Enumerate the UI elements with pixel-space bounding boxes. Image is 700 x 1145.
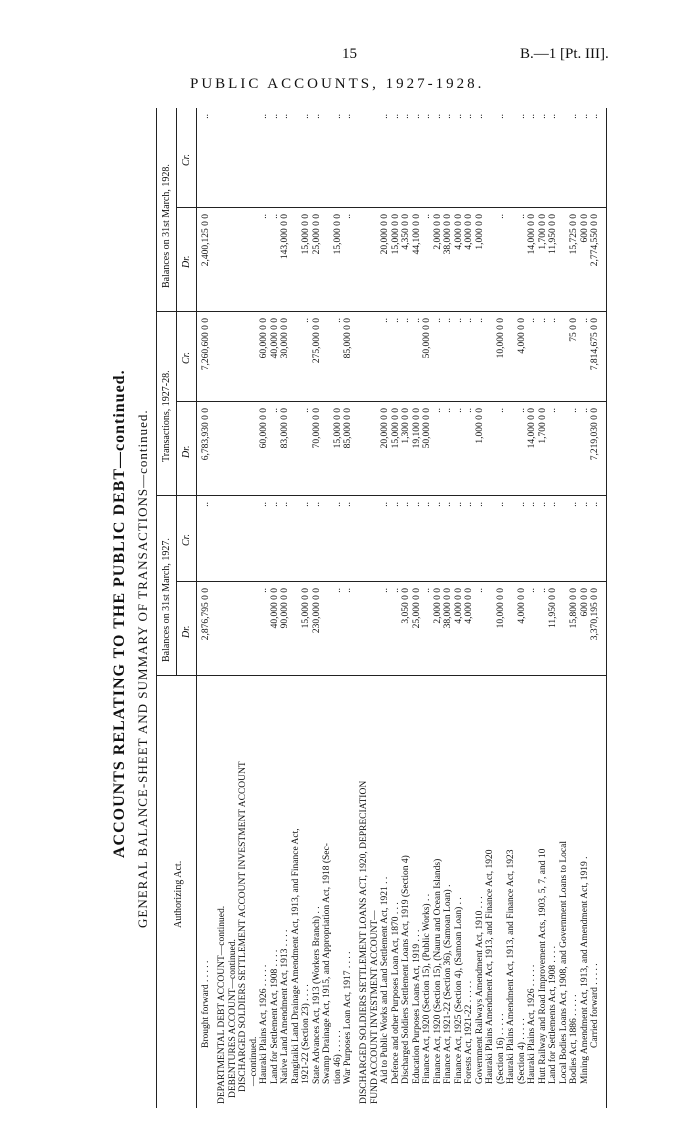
col-header-cr: Cr.	[181, 352, 192, 364]
row-amount: 10,000 0 0	[495, 318, 506, 359]
col-header-authorizing-act: Authorizing Act.	[173, 860, 184, 928]
row-amount: ..	[259, 114, 269, 119]
row-label: DEBENTURES ACCOUNT—continued.	[227, 939, 238, 1098]
row-amount: ..	[432, 502, 443, 507]
col-group-transactions: Transactions, 1927-28.	[161, 370, 172, 462]
row-amount: ..	[548, 318, 558, 323]
row-amount: 10,000 0 0	[495, 588, 506, 629]
row-label: Forests Act, 1921-22 . . . . .	[464, 980, 474, 1084]
col-group-balances-1928: Balances on 31st March, 1928.	[161, 164, 172, 288]
row-label: Discharged Soldiers Settlement Loans Act, 1919 (Section 4)	[401, 855, 411, 1084]
row-label: tion 46) . . . . .	[332, 1030, 343, 1084]
row-label: State Advances Act, 1913 (Workers Branch) . .	[311, 906, 322, 1084]
row-amount: ..	[453, 318, 464, 323]
row-amount: ..	[422, 214, 432, 219]
row-amount: ..	[474, 588, 485, 593]
row-amount: ..	[569, 114, 579, 119]
table-bottom-rule	[606, 108, 607, 1108]
row-amount: ..	[443, 408, 453, 413]
row-label: Education Purposes Loans Act, 1919 . . .	[411, 929, 422, 1084]
row-amount: 4,000 0 0	[464, 588, 474, 624]
row-amount: 11,950 0 0	[548, 588, 558, 629]
col-header-dr: Dr.	[181, 255, 192, 268]
row-amount: ..	[590, 502, 600, 507]
row-amount: 38,000 0 0	[443, 588, 453, 629]
row-amount: ..	[548, 502, 558, 507]
row-label: Land for Settlements Act, 1908 . . . .	[548, 946, 558, 1084]
row-amount: ..	[590, 114, 600, 119]
row-amount: ..	[453, 408, 464, 413]
row-amount: 3,050 0 0	[401, 588, 411, 624]
row-amount: 7,219,030 0 0	[590, 408, 600, 461]
row-amount: ..	[516, 408, 527, 413]
table-header-rule	[196, 108, 197, 1108]
row-amount: ..	[474, 502, 485, 507]
row-label: Aid to Public Works and Land Settlement Act, 1921 . .	[380, 876, 390, 1084]
row-amount: ..	[343, 114, 353, 119]
row-label: DISCHARGED SOLDIERS SETTLEMENT LOANS ACT, 1920, DEPRECIATION	[359, 780, 369, 1104]
row-amount: ..	[464, 114, 474, 119]
row-amount: 4,000 0 0	[516, 318, 527, 354]
row-amount: 30,000 0 0	[280, 318, 290, 359]
row-amount: 38,000 0 0	[443, 214, 453, 255]
row-amount: 83,000 0 0	[280, 408, 290, 449]
col-header-dr: Dr.	[181, 625, 192, 638]
row-amount: ..	[537, 318, 548, 323]
row-amount: ..	[401, 502, 411, 507]
row-amount: 1,700 0 0	[537, 214, 548, 250]
row-amount: ..	[422, 588, 432, 593]
row-label: Finance Act, 1920 (Section 15), (Nauru and Ocean Islands)	[432, 858, 443, 1084]
row-label: Native Land Amendment Act, 1913 . . . .	[280, 929, 290, 1084]
row-amount: ..	[301, 408, 311, 413]
row-amount: 20,000 0 0	[380, 214, 390, 255]
row-amount: ..	[579, 502, 590, 507]
row-amount: ..	[527, 588, 537, 593]
row-label: Government Railways Amendment Act, 1910 . . .	[474, 896, 485, 1084]
row-amount: 85,000 0 0	[343, 318, 353, 359]
row-amount: ..	[390, 318, 401, 323]
row-amount: 143,000 0 0	[280, 214, 290, 260]
row-amount: ..	[390, 502, 401, 507]
row-label: Mining Amendment Act, 1913, and Amendment Act, 1919 .	[579, 856, 590, 1084]
row-amount: ..	[332, 114, 343, 119]
row-amount: ..	[380, 588, 390, 593]
row-amount: 60,000 0 0	[259, 318, 269, 359]
row-amount: ..	[332, 318, 343, 323]
row-amount: 50,000 0 0	[422, 408, 432, 449]
row-amount: 2,400,125 0 0	[201, 214, 211, 267]
row-amount: 15,000 0 0	[301, 214, 311, 255]
row-label: DISCHARGED SOLDIERS SETTLEMENT ACCOUNT INVESTMENT ACCOUNT	[238, 761, 248, 1092]
row-amount: ..	[411, 502, 422, 507]
table-top-rule	[156, 108, 157, 1108]
row-label: Brought forward . . . . .	[201, 960, 211, 1048]
row-amount: ..	[259, 588, 269, 593]
superheading-public-debt: ACCOUNTS RELATING TO THE PUBLIC DEBT—continued.	[111, 369, 128, 858]
row-amount: 6,783,930 0 0	[201, 408, 211, 461]
row-label: Hutt Railway and Road Improvement Acts, 1903, 5, 7, and 10	[537, 848, 548, 1084]
row-amount: ..	[537, 114, 548, 119]
row-amount: 25,000 0 0	[411, 588, 422, 629]
row-label: Bodies Act, 1886 . . . . .	[569, 994, 579, 1084]
page-title: PUBLIC ACCOUNTS, 1927-1928.	[190, 76, 485, 92]
row-amount: ..	[201, 114, 211, 119]
row-amount: 15,000 0 0	[332, 214, 343, 255]
row-amount: ..	[343, 588, 353, 593]
row-label: Carried forward . . . . .	[590, 963, 600, 1048]
row-amount: ..	[301, 114, 311, 119]
row-amount: 2,876,795 0 0	[201, 588, 211, 641]
row-label: 1921-22 (Section 23) . . . .	[301, 984, 311, 1084]
row-amount: 90,000 0 0	[280, 588, 290, 629]
col-divider	[176, 207, 606, 208]
row-amount: 15,000 0 0	[332, 408, 343, 449]
row-amount: 60,000 0 0	[259, 408, 269, 449]
row-amount: ..	[516, 214, 527, 219]
row-amount: ..	[269, 114, 280, 119]
row-amount: 1,300 0 0	[401, 408, 411, 444]
row-label: DEPARTMENTAL DEBT ACCOUNT—continued.	[217, 905, 227, 1104]
row-amount: 2,000 0 0	[432, 214, 443, 250]
row-amount: 4,350 0 0	[401, 214, 411, 250]
row-amount: 7,814,675 0 0	[590, 318, 600, 371]
rotated-table	[110, 108, 620, 1108]
row-amount: ..	[453, 502, 464, 507]
row-amount: 600 0 0	[579, 214, 590, 243]
row-label: Defence and other Purposes Loan Act, 1870 . . .	[390, 902, 401, 1084]
page-number: 15	[342, 46, 357, 62]
col-header-cr: Cr.	[181, 154, 192, 166]
row-label: (Section 4) . . . . .	[516, 1018, 527, 1084]
row-amount: ..	[343, 502, 353, 507]
row-label: Swamp Drainage Act, 1915, and Appropriation Act, 1918 (Sec-	[322, 843, 332, 1084]
row-amount: 1,700 0 0	[537, 408, 548, 444]
row-amount: ..	[464, 502, 474, 507]
row-amount: ..	[311, 114, 322, 119]
row-amount: ..	[464, 408, 474, 413]
row-label: (Section 16) . . . . .	[495, 1013, 506, 1084]
row-amount: ..	[269, 408, 280, 413]
row-amount: 70,000 0 0	[311, 408, 322, 449]
row-amount: 4,000 0 0	[516, 588, 527, 624]
row-amount: 85,000 0 0	[343, 408, 353, 449]
row-amount: ..	[527, 318, 537, 323]
row-amount: ..	[380, 318, 390, 323]
row-amount: ..	[474, 318, 485, 323]
row-amount: ..	[432, 318, 443, 323]
row-amount: 4,000 0 0	[453, 588, 464, 624]
row-amount: ..	[579, 408, 590, 413]
row-amount: ..	[569, 502, 579, 507]
row-amount: ..	[422, 502, 432, 507]
row-amount: 25,000 0 0	[311, 214, 322, 255]
group-rule	[176, 108, 177, 676]
col-header-dr: Dr.	[181, 445, 192, 458]
row-amount: ..	[390, 588, 401, 593]
row-amount: ..	[432, 114, 443, 119]
row-amount: 4,000 0 0	[464, 214, 474, 250]
row-amount: 1,000 0 0	[474, 214, 485, 250]
row-amount: ..	[453, 114, 464, 119]
row-amount: 44,100 0 0	[411, 214, 422, 255]
superheading-balance-sheet: GENERAL BALANCE-SHEET AND SUMMARY OF TRANSACTIONS—continued.	[135, 409, 150, 928]
row-amount: ..	[537, 502, 548, 507]
row-amount: ..	[269, 214, 280, 219]
row-amount: ..	[401, 318, 411, 323]
row-amount: 2,774,550 0 0	[590, 214, 600, 267]
row-amount: ..	[474, 114, 485, 119]
row-amount: 40,000 0 0	[269, 588, 280, 629]
row-label: Land for Settlement Act, 1908 . . . .	[269, 949, 280, 1084]
row-amount: ..	[380, 114, 390, 119]
row-amount: ..	[495, 502, 506, 507]
row-amount: 4,000 0 0	[453, 214, 464, 250]
row-amount: ..	[332, 588, 343, 593]
row-amount: ..	[516, 502, 527, 507]
row-amount: 7,260,600 0 0	[201, 318, 211, 371]
row-amount: 20,000 0 0	[380, 408, 390, 449]
row-amount: ..	[432, 408, 443, 413]
row-amount: ..	[280, 114, 290, 119]
row-amount: 15,000 0 0	[301, 588, 311, 629]
row-amount: 230,000 0 0	[311, 588, 322, 634]
row-amount: 3,370,195 0 0	[590, 588, 600, 641]
row-amount: 15,000 0 0	[390, 408, 401, 449]
row-amount: ..	[259, 502, 269, 507]
row-amount: ..	[411, 318, 422, 323]
row-amount: ..	[548, 114, 558, 119]
row-amount: 40,000 0 0	[269, 318, 280, 359]
row-amount: 15,725 0 0	[569, 214, 579, 255]
row-amount: 15,000 0 0	[390, 214, 401, 255]
row-amount: ..	[269, 502, 280, 507]
row-amount: ..	[443, 114, 453, 119]
row-label: Finance Act, 1921-22 (Section 36), (Samoan Loan) .	[443, 884, 453, 1084]
report-reference: B.—1 [Pt. III].	[520, 46, 609, 62]
row-amount: 19,100 0 0	[411, 408, 422, 449]
row-label: Hauraki Plains Amendment Act, 1913, and Finance Act, 1920	[485, 849, 495, 1084]
row-amount: ..	[569, 408, 579, 413]
row-amount: ..	[301, 502, 311, 507]
row-amount: ..	[443, 318, 453, 323]
row-amount: ..	[464, 318, 474, 323]
row-amount: 14,000 0 0	[527, 408, 537, 449]
row-amount: ..	[380, 502, 390, 507]
row-amount: ..	[301, 318, 311, 323]
row-amount: ..	[579, 114, 590, 119]
row-amount: ..	[201, 502, 211, 507]
row-label: FUND ACCOUNT INVESTMENT ACCOUNT—	[369, 910, 380, 1104]
row-amount: 2,000 0 0	[432, 588, 443, 624]
row-amount: ..	[516, 114, 527, 119]
row-amount: 14,000 0 0	[527, 214, 537, 255]
row-label: Hauraki Plains Act, 1926 . . . . .	[259, 964, 269, 1084]
row-amount: ..	[422, 114, 432, 119]
row-amount: 11,950 0 0	[548, 214, 558, 255]
col-divider	[156, 311, 606, 312]
row-amount: ..	[411, 114, 422, 119]
row-amount: 1,000 0 0	[474, 408, 485, 444]
row-amount: ..	[259, 214, 269, 219]
row-amount: ..	[579, 318, 590, 323]
row-amount: ..	[390, 114, 401, 119]
col-header-cr: Cr.	[181, 534, 192, 546]
row-amount: 600 0 0	[579, 588, 590, 617]
row-label: Finance Act, 1925 (Section 4), (Samoan Loan) . .	[453, 897, 464, 1084]
row-amount: 275,000 0 0	[311, 318, 322, 364]
row-amount: 50,000 0 0	[422, 318, 432, 359]
row-label: Rangitaiki Land Drainage Amendment Act, 1913, and Finance Act,	[290, 828, 301, 1084]
row-amount: ..	[443, 502, 453, 507]
row-label: War Purposes Loan Act, 1917 . . . .	[343, 951, 353, 1084]
row-amount: 75 0 0	[569, 318, 579, 342]
row-label: Hauraki Plains Amendment Act, 1913, and Finance Act, 1923	[506, 849, 516, 1084]
row-label: Finance Act, 1920 (Section 15), (Public Works) . .	[422, 893, 432, 1084]
row-amount: ..	[401, 114, 411, 119]
row-amount: ..	[280, 502, 290, 507]
row-amount: ..	[332, 502, 343, 507]
row-amount: ..	[537, 588, 548, 593]
row-label: Hauraki Plains Act, 1926 . . . . .	[527, 964, 537, 1084]
row-amount: ..	[343, 214, 353, 219]
row-amount: 15,800 0 0	[569, 588, 579, 629]
row-amount: ..	[495, 114, 506, 119]
col-group-balances-1927: Balances on 31st March, 1927.	[161, 538, 172, 662]
row-amount: ..	[495, 408, 506, 413]
row-amount: ..	[495, 214, 506, 219]
row-amount: ..	[527, 114, 537, 119]
row-label: Local Bodies Loans Act, 1908, and Government Loans to Local	[558, 841, 569, 1084]
row-amount: ..	[311, 502, 322, 507]
row-amount: ..	[548, 408, 558, 413]
row-amount: ..	[527, 502, 537, 507]
row-label: —continued.	[248, 1036, 259, 1086]
